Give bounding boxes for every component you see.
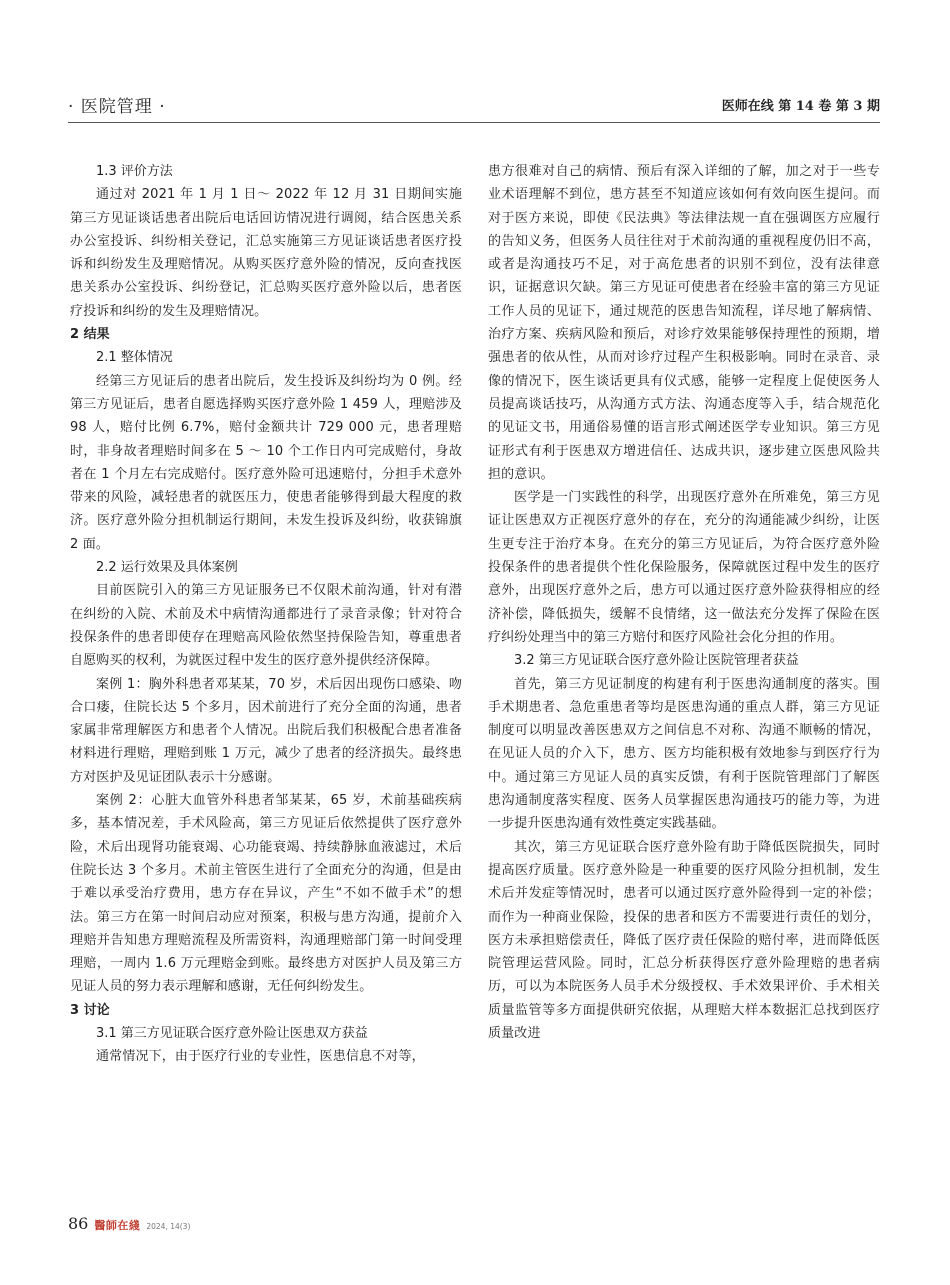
subsection-heading: 3.2 第三方见证联合医疗意外险让医院管理者获益 xyxy=(514,653,799,669)
journal-logo: 醫師在綫 xyxy=(94,1219,141,1232)
page-footer xyxy=(68,1214,190,1233)
paragraph: 目前医院引入的第三方见证服务已不仅限术前沟通，针对有潜在纠纷的入院、术前及术中病情沟通都进行了录音录像；针对符合投保条件的患者即使存在理赔高风险依然坚持保险告知，尊重患者自愿购买的权利，为就医过程中发生的医疗意外提供经济保障。 xyxy=(70,583,462,669)
header-divider xyxy=(68,122,880,123)
paragraph: 通过对 2021 年 1 月 1 日～ 2022 年 12 月 31 日期间实施第三方见证谈话患者出院后电话回访情况进行调阅，结合医患关系办公室投诉、纠纷相关登记，汇总实施第三方见证谈话患者医疗投诉和纠纷发生及理赔情况。从购买医疗意外险的情况，反向查找医患关系办公室投诉、纠纷登记，汇总购买医疗意外险以后，患者医疗投诉和纠纷的发生及理赔情况。 xyxy=(70,187,462,319)
issue-info: 2024, 14(3) xyxy=(146,1222,191,1231)
paragraph-continued: 患方很难对自己的病情、预后有深入详细的了解，加之对于一些专业术语理解不到位，患方甚至不知道应该如何有效向医生提问。而对于医方来说，即使《民法典》等法律法规一直在强调医方应履行的告知义务，但医务人员往往对于术前沟通的重视程度仍旧不高，或者是沟通技巧不足，对于高危患者的识别不到位，没有法律意识，证据意识欠缺。第三方见证可使患者在经验丰富的第三方见证工作人员的见证下，通过规范的医患告知流程，详尽地了解病情、治疗方案、疾病风险和预后，对诊疗效果能够保持理性的预期，增强患者的依从性，从而对诊疗过程产生积极影响。同时在录音、录像的情况下，医生谈话更具有仪式感，能够一定程度上促使医务人员提高谈话技巧，从沟通方式方法、沟通态度等入手，结合规范化的见证文书，用通俗易懂的语言形式阐述医学专业知识。第三方见证形式有利于医患双方增进信任、达成共识，逐步建立医患风险共担的意识。 xyxy=(488,164,880,482)
section-heading: 3 讨论 xyxy=(70,1002,110,1018)
paragraph: 医学是一门实践性的科学，出现医疗意外在所难免，第三方见证让医患双方正视医疗意外的存在，充分的沟通能减少纠纷，让医生更专注于治疗本身。在充分的第三方见证后，为符合医疗意外险投保条件的患者提供个性化保险服务，保障就医过程中发生的医疗意外，出现医疗意外之后，患方可以通过医疗意外险获得相应的经济补偿，降低损失，缓解不良情绪，这一做法充分发挥了保险在医疗纠纷处理当中的第三方赔付和医疗风险社会化分担的作用。 xyxy=(488,490,880,645)
journal-info: 医师在线 第 14 卷 第 3 期 xyxy=(721,99,880,114)
page-number: 86 xyxy=(68,1214,89,1233)
paragraph: 其次，第三方见证联合医疗意外险有助于降低医院损失，同时提高医疗质量。医疗意外险是一种重要的医疗风险分担机制，发生术后并发症等情况时，患者可以通过医疗意外险得到一定的补偿；而作为一种商业保险，投保的患者和医方不需要进行责任的划分，医方未承担赔偿责任，降低了医疗责任保险的赔付率，进而降低医院管理运营风险。同时，汇总分析获得医疗意外险理赔的患者病历，可以为本院医务人员手术分级授权、手术效果评价、手术相关质量监管等多方面提供研究依据，从理赔大样本数据汇总找到医疗质量改进 xyxy=(488,839,880,1041)
subsection-heading: 2.2 运行效果及具体案例 xyxy=(96,560,238,576)
paragraph: 通常情况下，由于医疗行业的专业性，医患信息不对等， xyxy=(96,1049,425,1065)
subsection-heading: 3.1 第三方见证联合医疗意外险让医患双方获益 xyxy=(96,1025,368,1041)
paragraph: 案例 2：心脏大血管外科患者邹某某，65 岁，术前基础疾病多，基本情况差，手术风险高，第三方见证后依然提供了医疗意外险，术后出现肾功能衰竭、心功能衰竭、持续静脉血液滤过，术后住院长达 3 个多月。术前主管医生进行了全面充分的沟通，但是由于难以承受治疗费用，患方存在异议，产生“不如不做手术”的想法。第三方在第一时间启动应对预案，积极与患方沟通，提前介入理赔并告知患方理赔流程及所需资料，沟通理赔部门第一时间受理理赔，一周内 1.6 万元理赔金到账。最终患方对医护人员及第三方见证人员的努力表示理解和感谢，无任何纠纷发生。 xyxy=(70,793,462,995)
paragraph: 案例 1：胸外科患者邓某某，70 岁，术后因出现伤口感染、吻合口瘘，住院长达 5 个多月，因术前进行了充分全面的沟通，患者家属非常理解医方和患者个人情况。出院后我们积极配合患者准备材料进行理赔，理赔到账 1 万元，减少了患者的经济损失。最终患方对医护及见证团队表示十分感谢。 xyxy=(70,676,462,785)
section-heading: 2 结果 xyxy=(70,327,110,343)
right-column xyxy=(488,160,880,1045)
subsection-heading: 1.3 评价方法 xyxy=(96,164,173,179)
section-title: · 医院管理 · xyxy=(68,97,166,117)
paragraph: 首先，第三方见证制度的构建有利于医患沟通制度的落实。围手术期患者、急危重患者等均是医患沟通的重点人群，第三方见证制度可以明显改善医患双方之间信息不对称、沟通不顺畅的情况，在见证人员的介入下，患方、医方均能积极有效地参与到医疗行为中。通过第三方见证人员的真实反馈，有利于医院管理部门了解医患沟通制度落实程度、医务人员掌握医患沟通技巧的能力等，为进一步提升医患沟通有效性奠定实践基础。 xyxy=(488,676,880,832)
paragraph: 经第三方见证后的患者出院后，发生投诉及纠纷均为 0 例。经第三方见证后，患者自愿选择购买医疗意外险 1 459 人，理赔涉及 98 人，赔付比例 6.7%，赔付金额共计 729 000 元，患者理赔时，非身故者理赔时间多在 5 ～ 10 个工作日内可完成赔付，身故者在 1 个月左右完成赔付。医疗意外险可迅速赔付，分担手术意外带来的风险，减轻患者的就医压力，使患者能够得到最大程度的救济。医疗意外险分担机制运行期间，未发生投诉及纠纷，收获锦旗 2 面。 xyxy=(70,373,462,552)
subsection-heading: 2.1 整体情况 xyxy=(96,350,173,366)
left-column xyxy=(70,160,462,1069)
